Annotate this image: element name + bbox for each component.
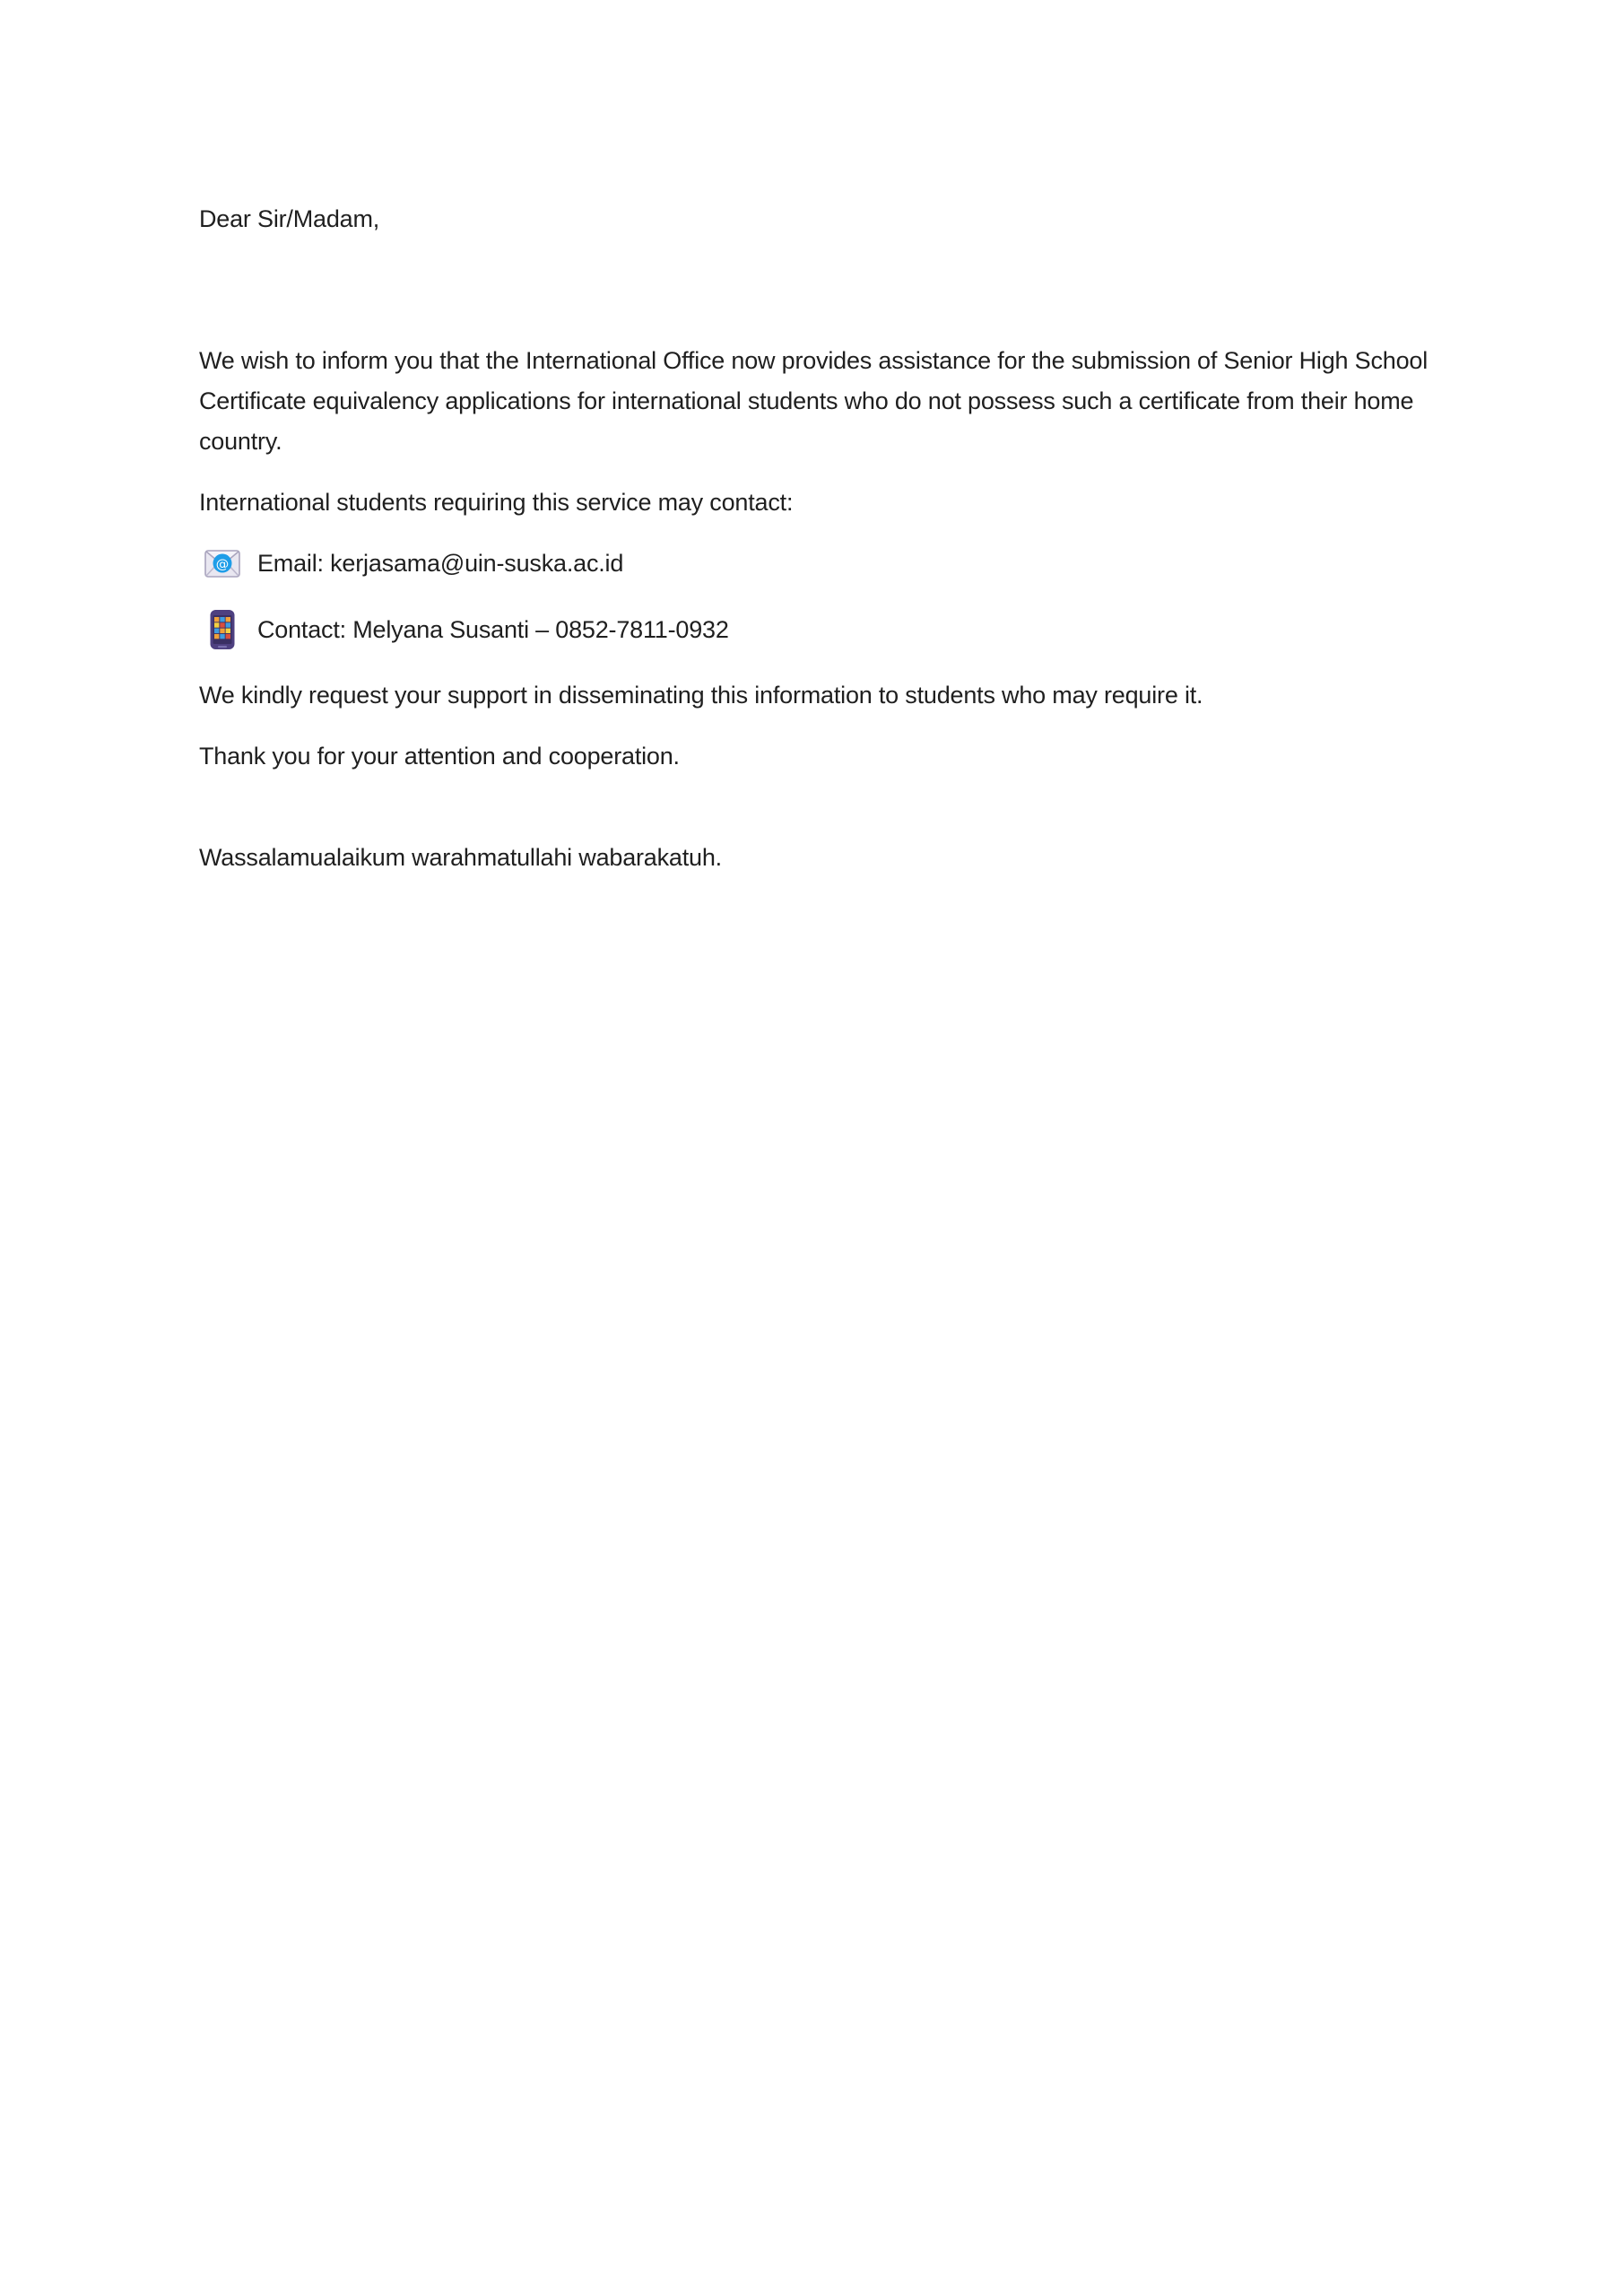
email-contact-label: Email: kerjasama@uin-suska.ac.id bbox=[257, 550, 624, 577]
intro-paragraph: We wish to inform you that the International Office now provides assistance for the submission of Senior High School Certificate equivalency applications for international students who do not possess such a certificate from their home country. bbox=[199, 347, 1429, 455]
letter-document bbox=[199, 199, 1465, 899]
closing-paragraph: Wassalamualaikum warahmatullahi wabarakatuh. bbox=[199, 844, 722, 871]
salutation: Dear Sir/Madam, bbox=[199, 205, 380, 232]
phone-contact-row bbox=[203, 609, 1465, 650]
email-icon bbox=[203, 550, 242, 578]
svg-text:@: @ bbox=[215, 557, 230, 572]
phone-contact-label: Contact: Melyana Susanti – 0852-7811-0932 bbox=[257, 615, 729, 643]
request-paragraph: We kindly request your support in disseminating this information to students who may require it. bbox=[199, 682, 1203, 709]
mobile-phone-icon bbox=[203, 609, 242, 650]
thanks-paragraph: Thank you for your attention and cooperation. bbox=[199, 743, 680, 770]
contact-lead-paragraph: International students requiring this service may contact: bbox=[199, 489, 794, 516]
email-contact-row bbox=[203, 544, 1465, 584]
